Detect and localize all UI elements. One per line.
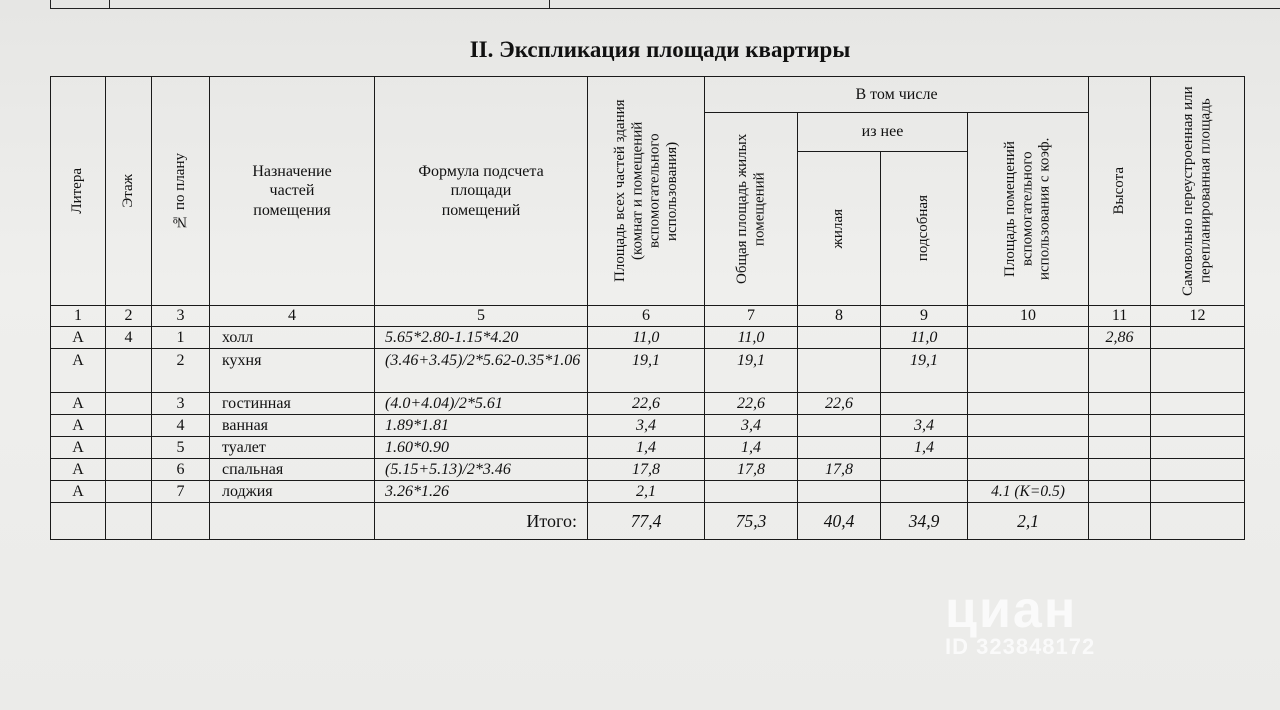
cell-vysota: 2,86 <box>1089 327 1151 349</box>
column-number: 9 <box>881 306 968 327</box>
cell-podsobnaya <box>881 393 968 415</box>
cell-formula: (4.0+4.04)/2*5.61 <box>375 393 588 415</box>
table-row <box>51 349 1245 393</box>
totals-empty-cell <box>51 503 106 540</box>
header-zhilaya: жилая <box>798 152 881 306</box>
column-number: 3 <box>152 306 210 327</box>
cell-nomer: 1 <box>152 327 210 349</box>
totals-podsobnaya: 34,9 <box>881 503 968 540</box>
totals-empty-cell <box>152 503 210 540</box>
header-etazh: Этаж <box>106 77 152 306</box>
cell-obshchaya: 22,6 <box>705 393 798 415</box>
cell-name: гостинная <box>210 393 375 415</box>
cell-podsobnaya: 19,1 <box>881 349 968 393</box>
cell-vspom <box>968 437 1089 459</box>
table-edge-tick <box>109 0 110 8</box>
cell-zhilaya <box>798 437 881 459</box>
cell-total: 11,0 <box>588 327 705 349</box>
totals-label: Итого: <box>375 503 588 540</box>
header-vysota: Высота <box>1089 77 1151 306</box>
cell-podsobnaya: 1,4 <box>881 437 968 459</box>
totals-empty-cell <box>210 503 375 540</box>
cell-total: 17,8 <box>588 459 705 481</box>
cell-name: холл <box>210 327 375 349</box>
totals-zhilaya: 40,4 <box>798 503 881 540</box>
watermark-logo: циан <box>945 581 1078 639</box>
totals-empty-cell <box>106 503 152 540</box>
cell-litera: А <box>51 437 106 459</box>
cell-name: туалет <box>210 437 375 459</box>
column-number: 11 <box>1089 306 1151 327</box>
cell-samovol <box>1151 327 1245 349</box>
column-number: 12 <box>1151 306 1245 327</box>
explication-table <box>50 76 1245 540</box>
totals-empty-cell <box>1151 503 1245 540</box>
cell-zhilaya: 22,6 <box>798 393 881 415</box>
cell-nomer: 6 <box>152 459 210 481</box>
cell-obshchaya: 19,1 <box>705 349 798 393</box>
cell-samovol <box>1151 415 1245 437</box>
table-row <box>51 459 1245 481</box>
cell-vspom: 4.1 (K=0.5) <box>968 481 1089 503</box>
cell-formula: (3.46+3.45)/2*5.62-0.35*1.06 <box>375 349 588 393</box>
header-ploshchad-vsekh: Площадь всех частей здания (комнат и помещений вспомогательного использования) <box>588 77 705 306</box>
cell-vysota <box>1089 437 1151 459</box>
cell-samovol <box>1151 459 1245 481</box>
header-row-1 <box>51 77 1245 113</box>
cell-formula: 5.65*2.80-1.15*4.20 <box>375 327 588 349</box>
cell-zhilaya <box>798 349 881 393</box>
cell-podsobnaya <box>881 459 968 481</box>
cell-obshchaya: 3,4 <box>705 415 798 437</box>
header-nomer: № по плану <box>152 77 210 306</box>
table-row <box>51 327 1245 349</box>
cell-vspom <box>968 393 1089 415</box>
header-obshchaya: Общая площадь жилых помещений <box>705 113 798 306</box>
header-samovolno: Самовольно переустроенная или перепланированная площадь <box>1151 77 1245 306</box>
cell-formula: (5.15+5.13)/2*3.46 <box>375 459 588 481</box>
header-formula: Формула подсчета площади помещений <box>375 77 588 306</box>
cell-zhilaya <box>798 415 881 437</box>
cell-litera: А <box>51 415 106 437</box>
column-number-row <box>51 306 1245 327</box>
table-row <box>51 393 1245 415</box>
cell-total: 1,4 <box>588 437 705 459</box>
cell-vspom <box>968 459 1089 481</box>
cell-zhilaya: 17,8 <box>798 459 881 481</box>
column-number: 6 <box>588 306 705 327</box>
cell-etazh <box>106 459 152 481</box>
header-podsobnaya: подсобная <box>881 152 968 306</box>
cell-vysota <box>1089 481 1151 503</box>
cell-obshchaya: 1,4 <box>705 437 798 459</box>
cell-formula: 3.26*1.26 <box>375 481 588 503</box>
cell-samovol <box>1151 393 1245 415</box>
header-litera: Литера <box>51 77 106 306</box>
cell-etazh <box>106 393 152 415</box>
cell-podsobnaya: 3,4 <box>881 415 968 437</box>
column-number: 8 <box>798 306 881 327</box>
table-row <box>51 415 1245 437</box>
cell-nomer: 4 <box>152 415 210 437</box>
cell-samovol <box>1151 437 1245 459</box>
table-row <box>51 481 1245 503</box>
cell-formula: 1.60*0.90 <box>375 437 588 459</box>
cell-litera: А <box>51 393 106 415</box>
cell-nomer: 5 <box>152 437 210 459</box>
cell-formula: 1.89*1.81 <box>375 415 588 437</box>
header-naznachenie: Назначение частей помещения <box>210 77 375 306</box>
cian-watermark <box>945 580 1095 660</box>
cell-nomer: 3 <box>152 393 210 415</box>
totals-total: 77,4 <box>588 503 705 540</box>
cell-vysota <box>1089 415 1151 437</box>
cell-vysota <box>1089 393 1151 415</box>
cell-vysota <box>1089 349 1151 393</box>
watermark-id: ID 323848172 <box>945 634 1096 659</box>
cell-vspom <box>968 349 1089 393</box>
page-title: II. Экспликация площади квартиры <box>469 37 851 62</box>
cell-name: ванная <box>210 415 375 437</box>
cell-name: кухня <box>210 349 375 393</box>
cell-total: 22,6 <box>588 393 705 415</box>
header-v-tom-chisle: В том числе <box>705 77 1089 113</box>
cell-litera: А <box>51 459 106 481</box>
cell-obshchaya <box>705 481 798 503</box>
cell-etazh <box>106 415 152 437</box>
totals-empty-cell <box>1089 503 1151 540</box>
previous-table-edge <box>50 0 1280 9</box>
cell-obshchaya: 11,0 <box>705 327 798 349</box>
header-iz-nee: из нее <box>798 113 968 152</box>
table-edge-tick <box>549 0 550 8</box>
cell-podsobnaya: 11,0 <box>881 327 968 349</box>
column-number: 1 <box>51 306 106 327</box>
cell-podsobnaya <box>881 481 968 503</box>
column-number: 5 <box>375 306 588 327</box>
cell-total: 3,4 <box>588 415 705 437</box>
cell-zhilaya <box>798 481 881 503</box>
column-number: 10 <box>968 306 1089 327</box>
cell-litera: А <box>51 327 106 349</box>
table-row <box>51 437 1245 459</box>
cell-samovol <box>1151 481 1245 503</box>
cell-vspom <box>968 415 1089 437</box>
cell-litera: А <box>51 349 106 393</box>
cell-total: 2,1 <box>588 481 705 503</box>
cell-obshchaya: 17,8 <box>705 459 798 481</box>
cell-vysota <box>1089 459 1151 481</box>
column-number: 4 <box>210 306 375 327</box>
cell-name: лоджия <box>210 481 375 503</box>
cell-nomer: 7 <box>152 481 210 503</box>
cell-name: спальная <box>210 459 375 481</box>
cell-zhilaya <box>798 327 881 349</box>
column-number: 2 <box>106 306 152 327</box>
cell-total: 19,1 <box>588 349 705 393</box>
cell-samovol <box>1151 349 1245 393</box>
column-number: 7 <box>705 306 798 327</box>
cell-etazh <box>106 349 152 393</box>
totals-vspom: 2,1 <box>968 503 1089 540</box>
cell-nomer: 2 <box>152 349 210 393</box>
cell-litera: А <box>51 481 106 503</box>
cell-etazh <box>106 437 152 459</box>
totals-obshchaya: 75,3 <box>705 503 798 540</box>
cell-vspom <box>968 327 1089 349</box>
cell-etazh: 4 <box>106 327 152 349</box>
header-vspomogat: Площадь помещений вспомогательного использования с коэф. <box>968 113 1089 306</box>
cell-etazh <box>106 481 152 503</box>
totals-row <box>51 503 1245 540</box>
